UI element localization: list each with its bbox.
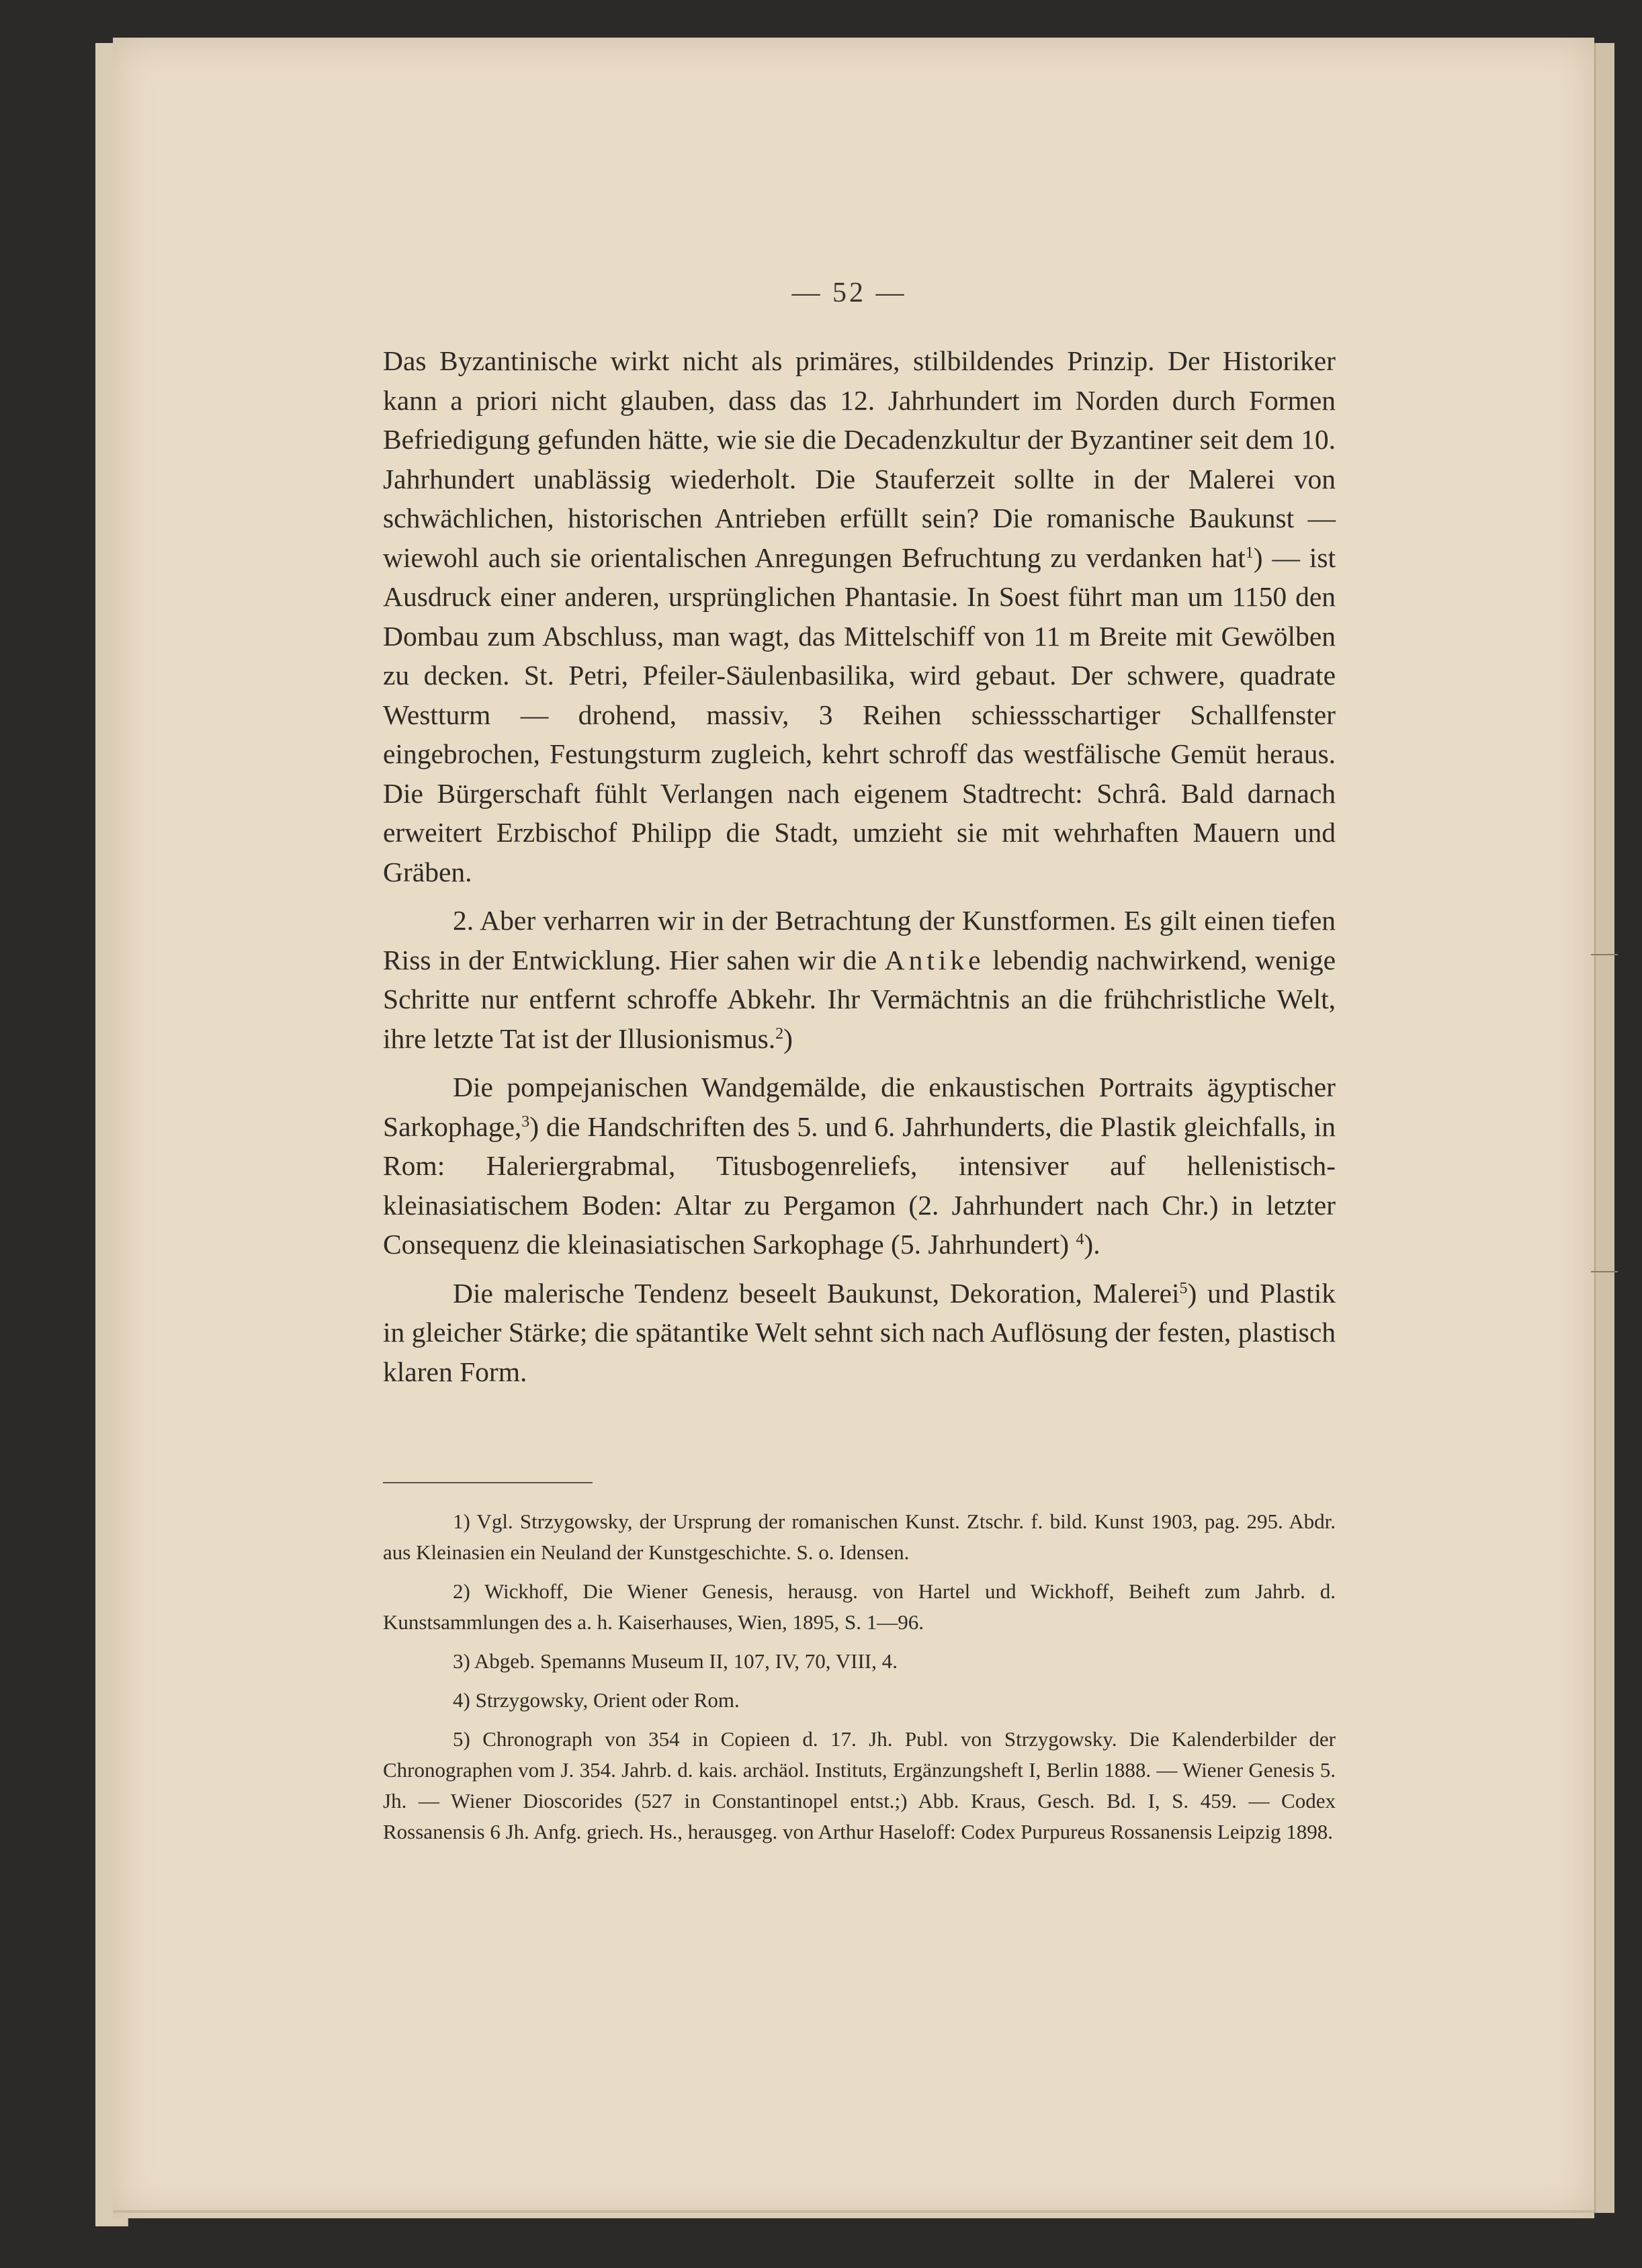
paragraph-4-rest: ) und Plastik in gleicher Stärke; die spätantike Welt sehnt sich nach Auflösung der festen, plastisch klaren Form. (383, 1277, 1336, 1387)
paragraph-3-text: Die pompejanischen Wandgemälde, die enkaustischen Portraits ägyptischer Sarkophage, (383, 1072, 1336, 1142)
paragraph-4-text: Die malerische Tendenz beseelt Baukunst, Dekoration, Malerei (453, 1277, 1180, 1309)
page-bottom-edge (113, 2210, 1594, 2213)
paragraph-1-rest: ) — ist Ausdruck einer anderen, ursprünglichen Phantasie. In Soest führt man um 1150 den Dombau zum Abschluss, man wagt, das Mittelschiff von 11 m Breite mit Gewölben zu decken. St. Petri, Pfeiler-Säulenbasilika, wird gebaut. Der schwere, quadrate Westturm — drohend, massiv, 3 Reihen schiessschartiger Schallfenster eingebrochen, Festungsturm zugleich, kehrt schroff das westfälische Gemüt heraus. Die Bürgerschaft fühlt Verlangen nach eigenem Stadtrecht: Schrâ. Bald darnach erweitert Erzbischof Philipp die Stadt, umzieht sie mit wehrhaften Mauern und Gräben. (383, 541, 1336, 887)
margin-mark-upper (1591, 954, 1618, 955)
footnote-ref-1: 1 (1245, 543, 1254, 562)
margin-mark-lower (1591, 1271, 1618, 1272)
paragraph-3-end: ). (1084, 1229, 1100, 1260)
paragraph-4 (383, 1274, 1336, 1392)
footnote-1: 1) Vgl. Strzygowsky, der Ursprung der romanischen Kunst. Ztschr. f. bild. Kunst 1903, pag. 295. Abdr. aus Kleinasien ein Neuland der Kunstgeschichte. S. o. Idensen. (383, 1510, 1336, 1564)
footnote-divider (383, 1482, 593, 1483)
paragraph-2-end: ) (783, 1022, 793, 1054)
paragraph-2 (383, 901, 1336, 1058)
footnote-5: 5) Chronograph von 354 in Copieen d. 17. Jh. Publ. von Strzygowsky. Die Kalenderbilder der Chronographen vom J. 354. Jahrb. d. kais. archäol. Instituts, Ergänzungsheft I, Berlin 1888. — Wiener Genesis 5. Jh. — Wiener Dioscorides (527 in Constantinopel entst.;) Abb. Kraus, Gesch. Bd. I, S. 459. — Codex Rossanensis 6 Jh. Anfg. griech. Hs., herausgeg. von Arthur Haseloff: Codex Purpureus Rossanensis Leipzig 1898. (383, 1727, 1336, 1843)
paragraph-3 (383, 1067, 1336, 1264)
paragraph-2-rest: lebendig nachwirkend, wenige Schritte nur entfernt schroffe Abkehr. Ihr Vermächtnis an die frühchristliche Welt, ihre letzte Tat ist der Illusionismus. (383, 944, 1336, 1054)
footnote-ref-5: 5 (1179, 1279, 1188, 1297)
footnote-2: 2) Wickhoff, Die Wiener Genesis, herausg. von Hartel und Wickhoff, Beiheft zum Jahrb. d. Kunstsammlungen des a. h. Kaiserhauses, Wien, 1895, S. 1—96. (383, 1579, 1336, 1634)
page-number: — 52 — (791, 277, 907, 308)
paragraph-1-text: Das Byzantinische wirkt nicht als primäres, stilbildendes Prinzip. Der Historiker kann a priori nicht glauben, dass das 12. Jahrhundert im Norden durch Formen Befriedigung gefunden hätte, wie sie die Decadenzkultur der Byzantiner seit dem 10. Jahrhundert unablässig wiederholt. Die Stauferzeit sollte in der Malerei von schwächlichen, historischen Antrieben erfüllt sein? Die romanische Baukunst — wiewohl auch sie orientalischen Anregungen Befruchtung zu verdanken hat (383, 345, 1336, 573)
footnote-3: 3) Abgeb. Spemanns Museum II, 107, IV, 70, VIII, 4. (453, 1649, 898, 1673)
spaced-word-antike: Antike (884, 944, 985, 975)
footnote-4: 4) Strzygowsky, Orient oder Rom. (453, 1688, 740, 1712)
paragraph-2-text: 2. Aber verharren wir in der Betrachtung der Kunstformen. Es gilt einen tiefen Riss in der Entwicklung. Hier sahen wir die (383, 905, 1336, 975)
main-text (383, 341, 1336, 1391)
paragraph-1 (383, 341, 1336, 891)
footnotes (383, 1506, 1336, 1847)
footnote-ref-3: 3 (521, 1113, 530, 1131)
footnote-ref-2: 2 (775, 1024, 784, 1043)
paragraph-3-rest: ) die Handschriften des 5. und 6. Jahrhunderts, die Plastik gleichfalls, in Rom: Haleriergrabmal, Titusbogenreliefs, intensiver auf hellenistisch-kleinasiatischem Boden: Altar zu Pergamon (2. Jahrhundert nach Chr.) in letzter Consequenz die kleinasiatischen Sarkophage (5. Jahrhundert) (383, 1110, 1336, 1260)
page-edge-right (1594, 43, 1614, 2213)
footnote-ref-4: 4 (1076, 1231, 1084, 1248)
